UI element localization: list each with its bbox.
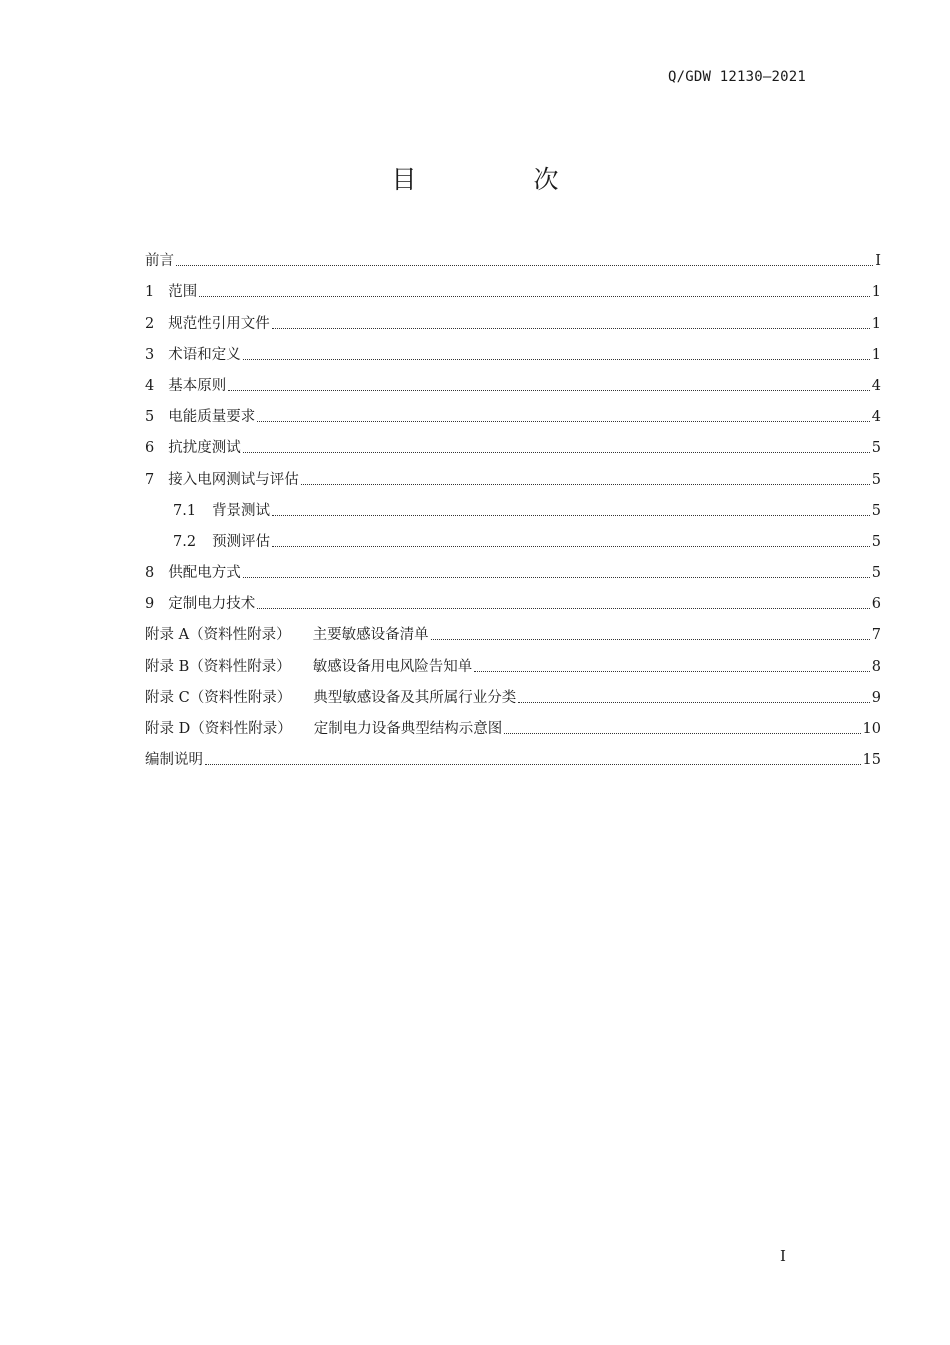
toc-entry[interactable]: [145, 428, 881, 459]
toc-entry-appendix-prefix: 附录 C（资料性附录）: [145, 689, 292, 706]
document-code: Q/GDW 12130—2021: [667, 69, 806, 85]
toc-dot-leader: [199, 296, 870, 297]
toc-dot-leader: [257, 608, 870, 609]
toc-dot-leader: [243, 359, 870, 360]
toc-entry-number: 3: [145, 346, 155, 363]
toc-entry-label: 编制说明: [145, 752, 203, 769]
toc-dot-leader: [301, 484, 870, 485]
toc-entry-label: 供配电方式: [168, 565, 241, 582]
toc-entry-label: 背景测试: [212, 502, 271, 519]
toc-entry-number: 7.2: [173, 533, 197, 550]
toc-entry-appendix-prefix: 附录 A（资料性附录）: [145, 627, 291, 644]
toc-entry-label: 接入电网测试与评估: [168, 471, 299, 488]
toc-entry-label: 主要敏感设备清单: [312, 627, 429, 644]
toc-entry[interactable]: [145, 335, 881, 366]
toc-dot-leader: [243, 452, 870, 453]
toc-entry-page: 1: [871, 315, 881, 332]
toc-entry[interactable]: [145, 522, 881, 553]
toc-entry-label: 规范性引用文件: [168, 315, 270, 332]
toc-entry[interactable]: [145, 646, 881, 677]
toc-dot-leader: [257, 421, 870, 422]
toc-dot-leader: [431, 639, 870, 640]
toc-entry-page: 5: [871, 502, 881, 519]
toc-dot-leader: [176, 265, 873, 266]
toc-entry-label: 定制电力技术: [168, 596, 256, 613]
toc-entry[interactable]: [145, 366, 881, 397]
toc-entry-appendix-prefix: 附录 D（资料性附录）: [145, 721, 292, 737]
toc-entry[interactable]: [145, 491, 881, 522]
toc-title: 目 次: [391, 165, 605, 194]
toc-entry-label: 抗扰度测试: [168, 440, 241, 457]
toc-entry-appendix-prefix: 附录 B（资料性附录）: [145, 658, 291, 675]
toc-entry-page: 6: [871, 596, 881, 613]
toc-entry-page: 10: [862, 721, 881, 737]
toc-dot-leader: [272, 515, 870, 516]
toc-dot-leader: [243, 577, 870, 578]
toc-entry-page: 9: [871, 689, 881, 706]
toc-entry-label: 典型敏感设备及其所属行业分类: [313, 689, 517, 706]
toc-entry-page: 5: [871, 440, 881, 457]
toc-entry[interactable]: [145, 584, 881, 615]
toc-entry-page: 5: [871, 533, 881, 550]
toc-entry[interactable]: [145, 397, 881, 428]
toc-entry[interactable]: [145, 615, 881, 646]
toc-entry-label: 电能质量要求: [168, 409, 256, 426]
toc-dot-leader: [504, 733, 860, 734]
toc-dot-leader: [272, 328, 870, 329]
toc-entry-page: 1: [871, 346, 881, 363]
toc-entry[interactable]: [145, 553, 881, 584]
toc-entry-number: 6: [145, 440, 155, 457]
toc-dot-leader: [205, 764, 861, 765]
toc-entry[interactable]: [145, 241, 881, 272]
toc-entry-page: I: [875, 253, 881, 270]
toc-entry-label: 范围: [168, 284, 198, 301]
toc-dot-leader: [518, 702, 870, 703]
toc-entry-page: 4: [871, 377, 881, 394]
toc-entry-number: 9: [145, 596, 155, 613]
toc-entry[interactable]: [145, 459, 881, 490]
toc-entry[interactable]: [145, 740, 881, 771]
toc-entry[interactable]: [145, 709, 881, 740]
toc-entry-page: 4: [871, 409, 881, 426]
table-of-contents: [145, 241, 881, 771]
toc-dot-leader: [272, 546, 870, 547]
toc-entry-page: 15: [862, 752, 881, 769]
toc-entry[interactable]: [145, 272, 881, 303]
toc-dot-leader: [228, 390, 870, 391]
toc-entry-page: 8: [871, 658, 881, 675]
toc-entry-label: 定制电力设备典型结构示意图: [313, 721, 503, 737]
toc-entry-label: 术语和定义: [168, 346, 241, 363]
toc-entry-page: 7: [871, 627, 881, 644]
toc-entry-number: 4: [145, 377, 155, 394]
page-number: I: [780, 1247, 786, 1265]
toc-entry-number: 8: [145, 565, 155, 582]
toc-entry-page: 1: [871, 284, 881, 301]
toc-entry-label: 敏感设备用电风险告知单: [312, 658, 473, 675]
toc-entry-number: 1: [145, 284, 155, 301]
toc-entry-number: 7.1: [173, 502, 197, 519]
toc-entry[interactable]: [145, 678, 881, 709]
toc-entry-page: 5: [871, 565, 881, 582]
toc-entry-number: 2: [145, 315, 155, 332]
toc-entry-label: 前言: [145, 253, 174, 270]
toc-entry-page: 5: [871, 471, 881, 488]
toc-entry[interactable]: [145, 303, 881, 334]
toc-entry-label: 预测评估: [212, 533, 271, 550]
toc-entry-label: 基本原则: [168, 377, 227, 394]
toc-entry-number: 5: [145, 409, 155, 426]
toc-dot-leader: [474, 671, 870, 672]
toc-entry-number: 7: [145, 471, 155, 488]
